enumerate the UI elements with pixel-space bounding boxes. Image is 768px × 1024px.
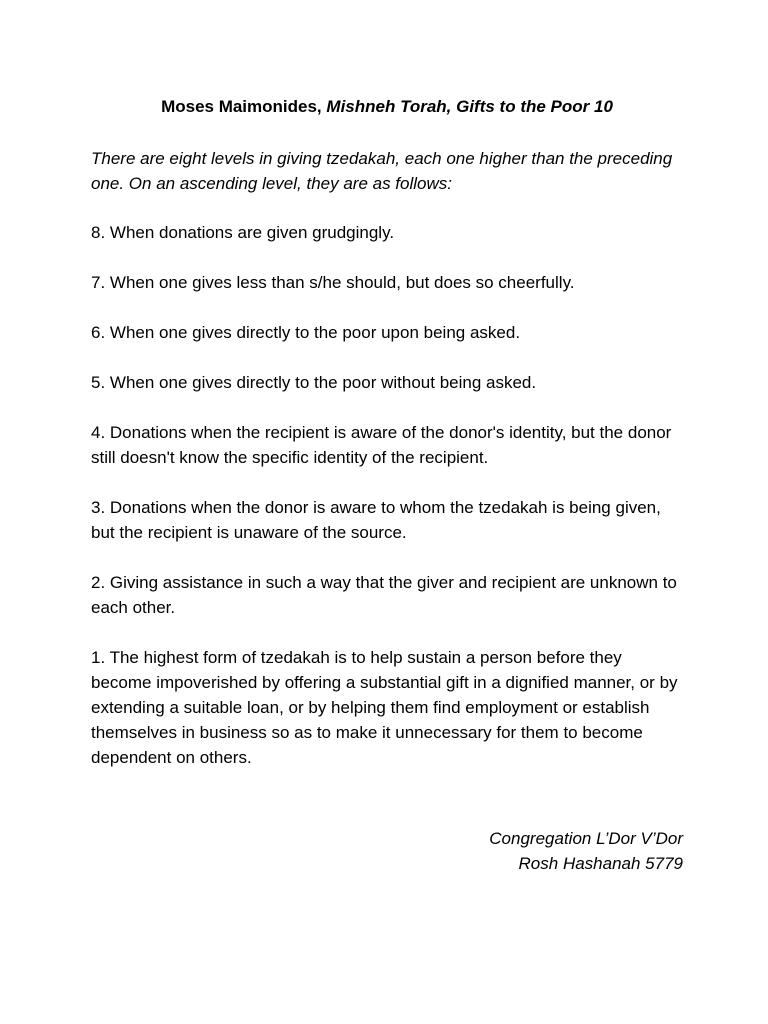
levels-list [91,220,683,795]
document-page [91,0,683,1024]
signature-congregation: Congregation L’Dor V’Dor [489,829,683,848]
level-item: 6. When one gives directly to the poor upon being asked. [91,323,521,342]
document-title [91,95,683,119]
level-item: 7. When one gives less than s/he should, but does so cheerfully. [91,273,575,292]
level-item: 4. Donations when the recipient is aware of the donor's identity, but the donor still doesn't know the specific identity of the recipient. [91,423,672,467]
level-item: 5. When one gives directly to the poor without being asked. [91,373,537,392]
level-item: 2. Giving assistance in such a way that the giver and recipient are unknown to each other. [91,573,677,617]
signature-block [489,826,683,876]
signature-date: Rosh Hashanah 5779 [518,854,683,873]
title-work: Mishneh Torah, Gifts to the Poor 10 [326,97,613,116]
title-author: Moses Maimonides, [161,97,322,116]
intro-paragraph: There are eight levels in giving tzedakah, each one higher than the preceding one. On an ascending level, they are as follows: [91,149,673,193]
level-item: 8. When donations are given grudgingly. [91,223,395,242]
level-item: 1. The highest form of tzedakah is to help sustain a person before they become impoverished by offering a substantial gift in a dignified manner, or by extending a suitable loan, or by helping them find employment or establish themselves in business so as to make it unnecessary for them to become dependent on others. [91,648,678,767]
level-item: 3. Donations when the donor is aware to whom the tzedakah is being given, but the recipient is unaware of the source. [91,498,661,542]
